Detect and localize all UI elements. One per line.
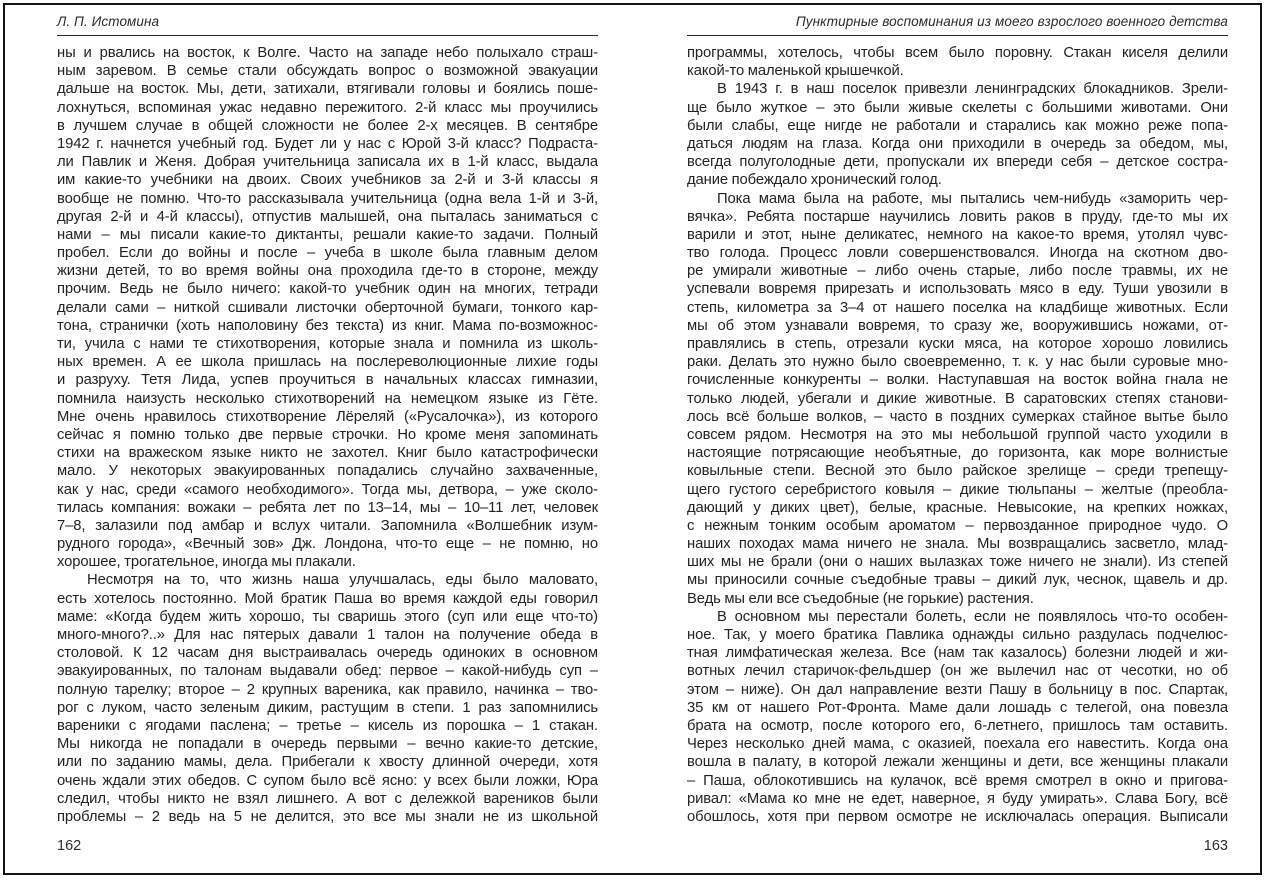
page-body-right (687, 44, 1228, 826)
text-line: – Паша, облокотившись на кулачок, всё время смотрел в окно и пригова- (687, 772, 1228, 789)
text-line: лохнуться, вспоминая ужас недавно пережитого. 2-й класс мы проучились (57, 99, 598, 116)
text-line: 7–8, залазили под амбар и вслух читали. Запомнила «Волшебник изум- (57, 517, 598, 534)
text-line: проблемы – 2 ведь на 5 не делится, это все мы знали не из школьной (57, 808, 598, 825)
text-line: рог с луком, часто зеленым диким, растущим в степи. 1 раз запомнились (57, 699, 598, 716)
text-line: ти, учила с нами те стихотворения, которые знала и помнила из школь- (57, 336, 598, 352)
text-line: тная лимфатическая железа. Все (нам так казалось) болезни людей и жи- (687, 645, 1228, 662)
text-line: вареники с ягодами паслена; – третье – кисель из порошка – 1 стакан. (57, 717, 598, 734)
text-line: даться людям на глаза. Когда они приходили в очередь за обедом, мы, (687, 135, 1228, 152)
text-line: В основном мы перестали болеть, если не появлялось что-то особен- (717, 608, 1228, 625)
text-line: Несмотря на то, что жизнь наша улучшалась, еды было маловато, (87, 572, 598, 589)
text-line: очень ждали этих обедов. С супом было всё ясно: у всех были ложки, Юра (57, 772, 598, 789)
text-line: много-много?..» Для нас пятерых давали 1 талон на получение обеда в (57, 627, 598, 643)
text-line: этом – ниже). Он дал направление везти Пашу в больницу в пос. Спартак, (687, 681, 1228, 698)
page-left (57, 13, 598, 854)
text-line: в лучшем случае в общей сложности не более 2-х месяцев. В сентябре (57, 117, 598, 134)
text-line: есть хотелось постоянно. Мой братик Паша во время каждой еды говорил (57, 590, 598, 607)
text-line: тилась компания: вожаки – ребята лет по 13–14, мы – 10–11 лет, человек (57, 499, 598, 516)
page-body-left (57, 44, 598, 826)
text-line: с нежным тонким особым ароматом – первозданное природное чудо. О (687, 517, 1228, 534)
page-number-right: 163 (1203, 838, 1228, 855)
text-line: следил, чтобы никто не взял лишнего. А вот с дележкой вареников были (57, 790, 598, 807)
page-number-left: 162 (57, 838, 82, 855)
text-line: варили и этот, ныне деликатес, немного на какое-то время, утолял чувс- (687, 226, 1228, 243)
text-line: Пока мама была на работе, мы пытались чем-нибудь «заморить чер- (717, 190, 1228, 207)
text-line: столовой. К 12 часам дня выстраивалась очередь одиноких в основном (57, 645, 598, 662)
text-line: 1942 г. начнется учебный год. Будет ли у нас с Юрой 3-й класс? Подраста- (57, 135, 598, 152)
text-line: только людей, убегали и дикие животные. В саратовских степях станови- (687, 390, 1228, 407)
text-line: ных времен. А ее школа пришлась на послереволюционные лихие годы (57, 354, 598, 371)
text-line: программы, хотелось, чтобы всем было поровну. Стакан киселя делили (687, 45, 1228, 61)
text-line: Мне очень нравилось стихотворение Лёреляй («Русалочка»), из которого (57, 408, 598, 425)
text-line: пробел. Если до войны и после – учеба в школе была главным делом (57, 245, 598, 262)
text-line: как у нас, среди «самого необходимого». Тогда мы, детвора, – уже сколо- (57, 481, 598, 498)
text-line: ре умирали животные – либо очень старые, либо после травмы, их не (687, 263, 1228, 280)
text-line: щего густого серебристого ковыля – дикие тюльпаны – желтые (преобла- (687, 481, 1228, 498)
text-line: какой-то маленькой крышечкой. (687, 63, 904, 80)
text-line: мало. У некоторых эвакуированных попадались случайно захваченные, (57, 463, 598, 480)
text-line: помнила наизусть несколько стихотворений на немецком языке из Гёте. (57, 390, 598, 407)
text-line: рудного города», «Вечный зов» Дж. Лондона, что-то еще – не помню, но (57, 536, 598, 553)
text-line: тво голода. Процесс ловли совершенствовался. Иногда на скотном дво- (687, 245, 1228, 262)
text-line: эвакуированных, по талонам выдавали обед: первое – какой-нибудь суп – (57, 663, 598, 680)
text-line: Через несколько дней мама, с оказией, поехала его навестить. Когда она (687, 736, 1228, 753)
text-line: ших мы не брали (они о наших вылазках тоже ничего не знали). Из степей (687, 554, 1228, 571)
text-line: ным заревом. В семье стали обсуждать вопрос о возможной эвакуации (57, 63, 598, 80)
text-line: совсем рядом. Несмотря на это мы небольшой группой часто уходили в (687, 426, 1228, 443)
text-line: другая 2-й и 4-й классы), отпустив малышей, она пыталась заниматься с (57, 208, 598, 225)
text-line: 35 км от нашего Рот-Фронта. Маме дали лошадь с телегой, она повезла (687, 699, 1228, 716)
text-line: успевали вовремя прирезать и использовать мясо в еду. Туши увозили в (687, 281, 1228, 298)
text-line: дальше на восток. Мы, дети, затихали, втягивали головы и боялись поше- (57, 81, 598, 98)
text-line: мы об этом узнавали вовремя, то сразу же, вооружившись ножами, от- (687, 317, 1228, 334)
text-line: мы приносили сочные съедобные травы – дикий лук, чеснок, щавель и др. (687, 572, 1228, 589)
text-line: прочим. Ведь не было ничего: какой-то учебник один на многих, тетради (57, 281, 598, 298)
text-line: лось всё больше волков, – часто в поздних сумерках стайное вытье было (687, 408, 1228, 425)
text-line: ны и рвались на восток, к Волге. Часто на западе небо полыхало страш- (57, 45, 598, 61)
text-line: нами – мы писали какие-то диктанты, решали какие-то задачи. Полный (57, 226, 598, 243)
text-line: жизни детей, то во время войны она проходила где-то в стороне, между (57, 263, 598, 280)
text-line: ковыльные степи. Весной это было райское зрелище – среди трепещу- (687, 463, 1228, 480)
text-line: правлялись в степь, отрезали куски мяса, на которое хорошо ловились (687, 336, 1228, 352)
text-line: им какие-то учебники на двоих. Своих учебников за 2-й и 3-й классы я (57, 172, 598, 189)
text-line: наших походах мама ничего не знала. Мы возвращались засветло, млад- (687, 536, 1228, 553)
text-line: или по заданию мамы, дела. Прибегали к хвосту длинной очереди, хотя (57, 754, 598, 771)
text-line: дающий у диких цвет), белые, красные. Невысокие, на крепких ножках, (687, 499, 1228, 516)
text-line: степь, километра за 3–4 от нашего поселка на кладбище животных. Если (687, 299, 1228, 316)
text-line: делали сами – ниткой сшивали листочки оберточной бумаги, тонкого кар- (57, 299, 598, 316)
text-line: вячка». Ребята постарше научились ловить раков в пруду, где-то мы их (687, 208, 1228, 225)
page-right (687, 13, 1228, 854)
text-line: дание побеждало хронический голод. (687, 172, 942, 189)
text-line: В 1943 г. в наш поселок привезли ленинградских блокадников. Зрели- (717, 81, 1228, 98)
text-line: сейчас я помню только две первые строчки. Но кроме меня запоминать (57, 426, 598, 443)
text-line: брата на осмотр, после которого его, 6-летнего, пришлось там оставить. (687, 717, 1228, 734)
text-line: вотных лечил старичок-фельдшер (он же вылечил нас от чесотки, но об (687, 663, 1228, 680)
text-line: ли Павлик и Женя. Добрая учительница записала их в 1-й класс, выдала (57, 154, 598, 171)
text-line: раки. Делать это нужно было своевременно, т. к. у нас были суровые мно- (687, 354, 1228, 371)
text-line: маме: «Когда будем жить хорошо, ты сваришь этого (суп или еще что-то) (57, 608, 598, 625)
running-header-title: Пунктирные воспоминания из моего взрослого военного детства (687, 13, 1228, 36)
text-line: ривал: «Мама ко мне не едет, наверное, я буду умирать». Слава Богу, всё (687, 790, 1228, 807)
text-line: хорошее, трогательное, иногда мы плакали. (57, 554, 356, 571)
text-line: и разруху. Тетя Лида, успев проучиться в начальных классах гимназии, (57, 372, 598, 389)
text-line: гочисленные конкуренты – волки. Наступавшая на восток война гнала не (687, 372, 1228, 389)
text-line: всегда полуголодные дети, пропускали их впереди себя – детское состра- (687, 154, 1228, 171)
text-line: вошла в палату, в которой лежали женщины и дети, все женщины плакали (687, 754, 1228, 771)
text-line: были слабы, еще нигде не работали и старались как можно реже попа- (687, 117, 1228, 134)
text-line: ще было жуткое – это были живые скелеты с большими животами. Они (687, 99, 1228, 116)
text-line: ное. Так, у моего братика Павлика однажды сильно раздулась подчелюс- (687, 627, 1228, 643)
text-line: тона, странички (хоть наполовину без текста) из книг. Мама по-возможнос- (57, 317, 598, 334)
text-line: настоящие потрясающие необъятные, до горизонта, как море волнистые (687, 445, 1228, 462)
text-line: обошлось, хотя при первом осмотре не исключалась операция. Выписали (687, 808, 1228, 825)
text-line: Мы никогда не попадали в очередь первыми – вечно какие-то детские, (57, 736, 598, 753)
text-line: Ведь мы ели все съедобные (не горькие) растения. (687, 590, 1034, 607)
text-line: стихи на вражеском языке никто не захотел. Книг было катастрофически (57, 445, 598, 462)
text-line: полную тарелку; второе – 2 крупных вареника, как правило, начинка – тво- (57, 681, 598, 698)
text-line: вообще не помню. Что-то рассказывала учительница (одна вела 1-й и 3-й, (57, 190, 598, 207)
running-header-author: Л. П. Истомина (57, 13, 598, 36)
